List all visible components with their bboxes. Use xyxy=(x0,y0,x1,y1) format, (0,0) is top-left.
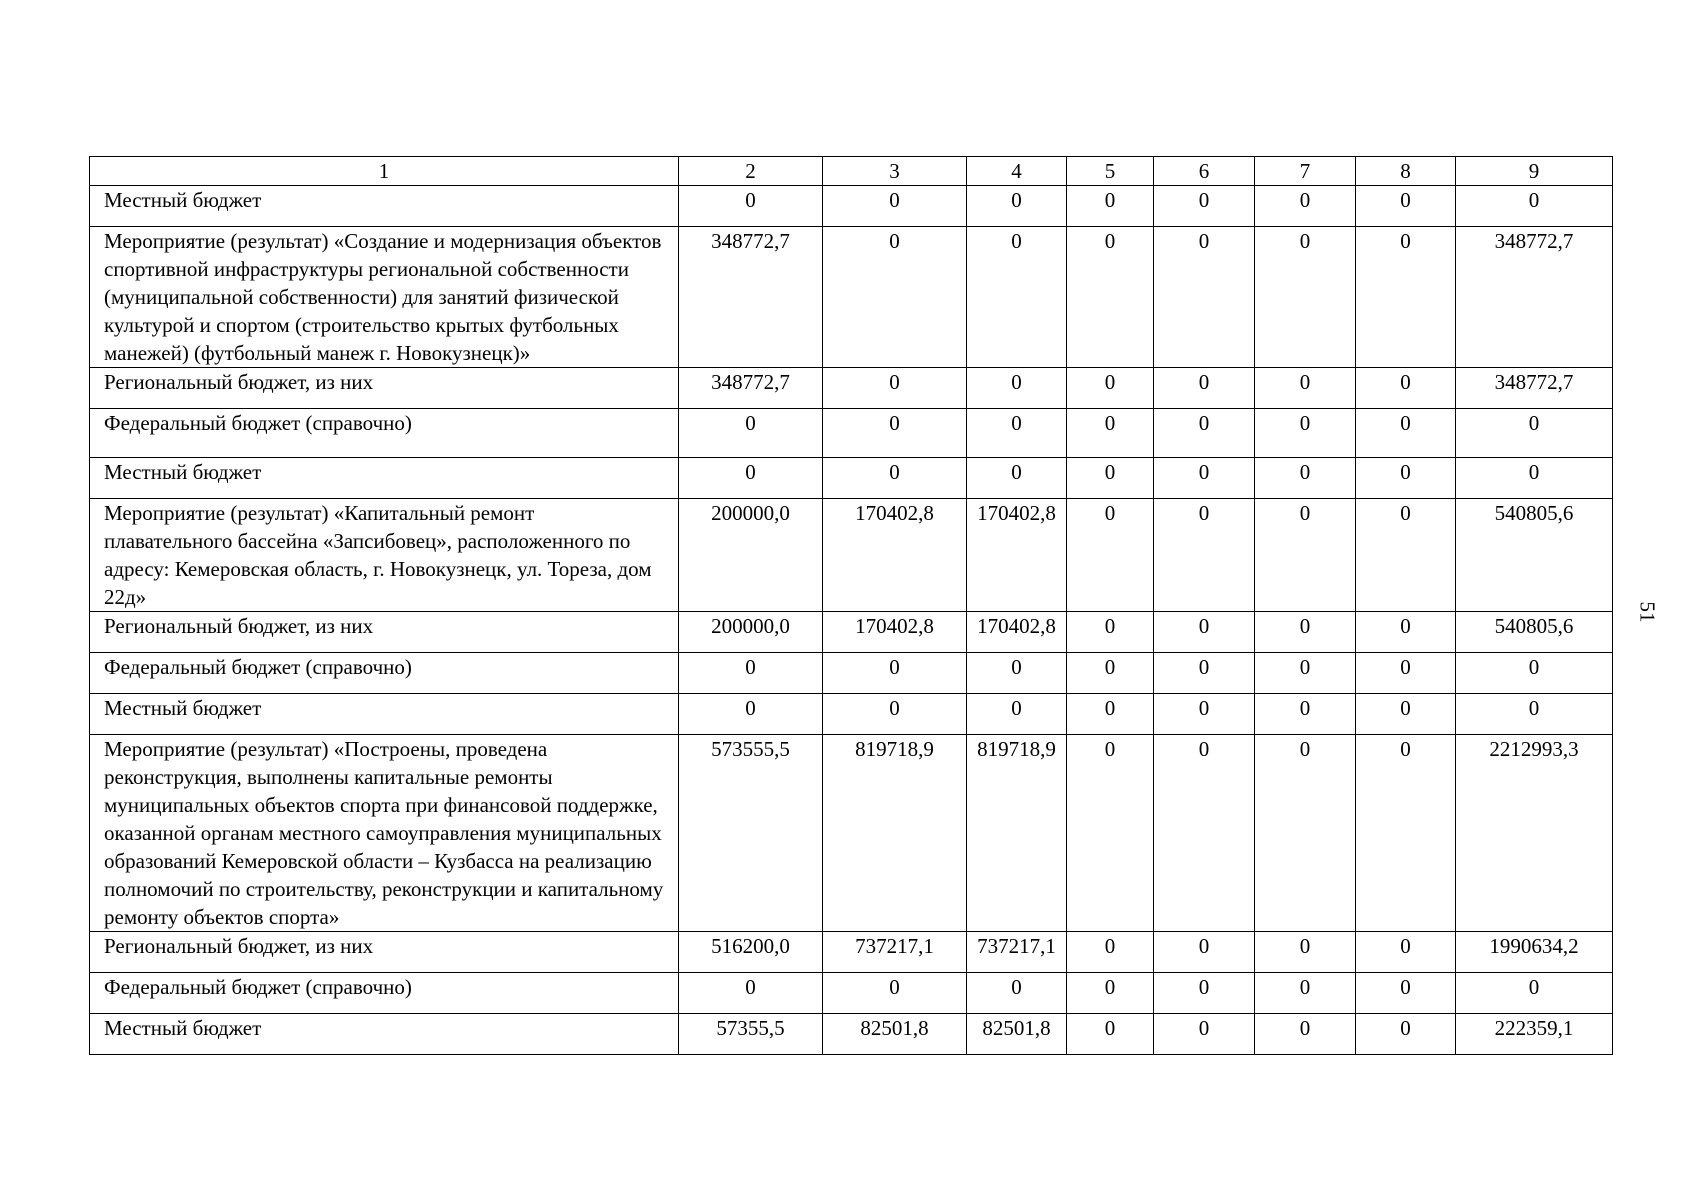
cell-value: 0 xyxy=(1255,735,1356,932)
cell-value: 0 xyxy=(1356,612,1456,653)
cell-value: 0 xyxy=(1154,1014,1255,1055)
cell-value: 0 xyxy=(823,368,967,409)
cell-value: 0 xyxy=(1255,368,1356,409)
cell-value: 2212993,3 xyxy=(1456,735,1613,932)
table-row xyxy=(90,735,1613,932)
cell-value: 82501,8 xyxy=(967,1014,1067,1055)
cell-value: 516200,0 xyxy=(679,932,823,973)
cell-value: 0 xyxy=(1067,735,1154,932)
cell-value: 0 xyxy=(679,694,823,735)
cell-value: 0 xyxy=(1154,186,1255,227)
cell-value: 0 xyxy=(1255,612,1356,653)
cell-value: 540805,6 xyxy=(1456,499,1613,612)
column-header: 1 xyxy=(90,157,679,186)
cell-value: 0 xyxy=(1067,973,1154,1014)
table-row xyxy=(90,409,1613,458)
cell-value: 0 xyxy=(1356,653,1456,694)
cell-value: 0 xyxy=(1255,973,1356,1014)
table-row xyxy=(90,694,1613,735)
column-header: 2 xyxy=(679,157,823,186)
cell-value: 0 xyxy=(967,368,1067,409)
cell-value: 0 xyxy=(967,653,1067,694)
cell-value: 0 xyxy=(1456,186,1613,227)
cell-value: 0 xyxy=(1154,973,1255,1014)
cell-value: 737217,1 xyxy=(823,932,967,973)
cell-value: 0 xyxy=(1356,368,1456,409)
cell-value: 82501,8 xyxy=(823,1014,967,1055)
cell-value: 348772,7 xyxy=(679,227,823,368)
header-row xyxy=(90,157,1613,186)
table-row xyxy=(90,458,1613,499)
table-row xyxy=(90,612,1613,653)
cell-value: 0 xyxy=(1255,227,1356,368)
cell-value: 0 xyxy=(1356,227,1456,368)
cell-value: 737217,1 xyxy=(967,932,1067,973)
cell-value: 0 xyxy=(1356,499,1456,612)
row-name: Мероприятие (результат) «Создание и модернизация объектов спортивной инфраструктуры региональной собственности (муниципальной собственности) для занятий физической культурой и спортом (строительство крытых футбольных манежей) (футбольный манеж г. Новокузнецк)» xyxy=(90,227,679,368)
cell-value: 0 xyxy=(1154,932,1255,973)
row-name: Федеральный бюджет (справочно) xyxy=(90,653,679,694)
cell-value: 0 xyxy=(1255,694,1356,735)
cell-value: 0 xyxy=(1067,499,1154,612)
table-row xyxy=(90,1014,1613,1055)
cell-value: 0 xyxy=(1154,499,1255,612)
cell-value: 0 xyxy=(1356,932,1456,973)
row-name: Федеральный бюджет (справочно) xyxy=(90,409,679,458)
cell-value: 0 xyxy=(1067,1014,1154,1055)
cell-value: 348772,7 xyxy=(1456,227,1613,368)
cell-value: 0 xyxy=(823,186,967,227)
cell-value: 0 xyxy=(1067,694,1154,735)
cell-value: 0 xyxy=(1067,227,1154,368)
cell-value: 819718,9 xyxy=(823,735,967,932)
cell-value: 0 xyxy=(823,653,967,694)
cell-value: 0 xyxy=(1456,973,1613,1014)
row-name: Федеральный бюджет (справочно) xyxy=(90,973,679,1014)
cell-value: 170402,8 xyxy=(823,612,967,653)
column-header: 8 xyxy=(1356,157,1456,186)
cell-value: 222359,1 xyxy=(1456,1014,1613,1055)
cell-value: 0 xyxy=(967,694,1067,735)
cell-value: 1990634,2 xyxy=(1456,932,1613,973)
cell-value: 348772,7 xyxy=(1456,368,1613,409)
cell-value: 170402,8 xyxy=(967,499,1067,612)
cell-value: 0 xyxy=(823,973,967,1014)
cell-value: 0 xyxy=(1154,458,1255,499)
cell-value: 0 xyxy=(679,458,823,499)
column-header: 4 xyxy=(967,157,1067,186)
cell-value: 0 xyxy=(823,409,967,458)
cell-value: 573555,5 xyxy=(679,735,823,932)
cell-value: 0 xyxy=(1356,186,1456,227)
table-row xyxy=(90,932,1613,973)
column-header: 5 xyxy=(1067,157,1154,186)
cell-value: 0 xyxy=(1356,1014,1456,1055)
cell-value: 0 xyxy=(823,458,967,499)
row-name: Местный бюджет xyxy=(90,186,679,227)
cell-value: 0 xyxy=(1154,694,1255,735)
table-row xyxy=(90,653,1613,694)
cell-value: 0 xyxy=(1067,458,1154,499)
cell-value: 0 xyxy=(1067,932,1154,973)
cell-value: 200000,0 xyxy=(679,499,823,612)
budget-table xyxy=(89,156,1613,1055)
cell-value: 819718,9 xyxy=(967,735,1067,932)
cell-value: 0 xyxy=(1356,973,1456,1014)
cell-value: 0 xyxy=(967,458,1067,499)
cell-value: 0 xyxy=(1255,409,1356,458)
cell-value: 0 xyxy=(1255,499,1356,612)
cell-value: 0 xyxy=(967,973,1067,1014)
cell-value: 0 xyxy=(1067,409,1154,458)
row-name: Региональный бюджет, из них xyxy=(90,368,679,409)
cell-value: 0 xyxy=(1356,409,1456,458)
cell-value: 540805,6 xyxy=(1456,612,1613,653)
cell-value: 57355,5 xyxy=(679,1014,823,1055)
cell-value: 0 xyxy=(967,186,1067,227)
cell-value: 0 xyxy=(679,973,823,1014)
row-name: Мероприятие (результат) «Капитальный ремонт плавательного бассейна «Запсибовец», расположенного по адресу: Кемеровская область, г. Новокузнецк, ул. Тореза, дом 22д» xyxy=(90,499,679,612)
cell-value: 0 xyxy=(1456,409,1613,458)
cell-value: 0 xyxy=(1154,653,1255,694)
cell-value: 0 xyxy=(1067,368,1154,409)
column-header: 6 xyxy=(1154,157,1255,186)
cell-value: 0 xyxy=(1067,653,1154,694)
row-name: Местный бюджет xyxy=(90,694,679,735)
cell-value: 170402,8 xyxy=(967,612,1067,653)
table-row xyxy=(90,973,1613,1014)
cell-value: 0 xyxy=(1255,932,1356,973)
cell-value: 348772,7 xyxy=(679,368,823,409)
cell-value: 0 xyxy=(1456,458,1613,499)
cell-value: 0 xyxy=(1356,735,1456,932)
table-row xyxy=(90,499,1613,612)
table-row xyxy=(90,227,1613,368)
cell-value: 0 xyxy=(1255,186,1356,227)
cell-value: 0 xyxy=(1255,1014,1356,1055)
row-name: Местный бюджет xyxy=(90,1014,679,1055)
cell-value: 0 xyxy=(1154,612,1255,653)
table-row xyxy=(90,368,1613,409)
cell-value: 0 xyxy=(1154,368,1255,409)
row-name: Региональный бюджет, из них xyxy=(90,932,679,973)
cell-value: 0 xyxy=(1356,694,1456,735)
cell-value: 0 xyxy=(679,409,823,458)
cell-value: 170402,8 xyxy=(823,499,967,612)
cell-value: 0 xyxy=(967,409,1067,458)
cell-value: 0 xyxy=(823,694,967,735)
cell-value: 0 xyxy=(1067,186,1154,227)
cell-value: 0 xyxy=(1154,735,1255,932)
column-header: 3 xyxy=(823,157,967,186)
cell-value: 0 xyxy=(1356,458,1456,499)
cell-value: 0 xyxy=(1255,653,1356,694)
column-header: 9 xyxy=(1456,157,1613,186)
row-name: Региональный бюджет, из них xyxy=(90,612,679,653)
cell-value: 0 xyxy=(679,186,823,227)
cell-value: 0 xyxy=(1255,458,1356,499)
cell-value: 0 xyxy=(823,227,967,368)
cell-value: 0 xyxy=(1154,227,1255,368)
cell-value: 0 xyxy=(679,653,823,694)
table-row xyxy=(90,186,1613,227)
column-header: 7 xyxy=(1255,157,1356,186)
cell-value: 0 xyxy=(1456,653,1613,694)
row-name: Мероприятие (результат) «Построены, проведена реконструкция, выполнены капитальные ремонты муниципальных объектов спорта при финансовой поддержке, оказанной органам местного самоуправления муниципальных образований Кемеровской области – Кузбасса на реализацию полномочий по строительству, реконструкции и капитальному ремонту объектов спорта» xyxy=(90,735,679,932)
row-name: Местный бюджет xyxy=(90,458,679,499)
page-number: 51 xyxy=(1635,601,1660,623)
cell-value: 200000,0 xyxy=(679,612,823,653)
cell-value: 0 xyxy=(1456,694,1613,735)
cell-value: 0 xyxy=(1067,612,1154,653)
cell-value: 0 xyxy=(967,227,1067,368)
cell-value: 0 xyxy=(1154,409,1255,458)
